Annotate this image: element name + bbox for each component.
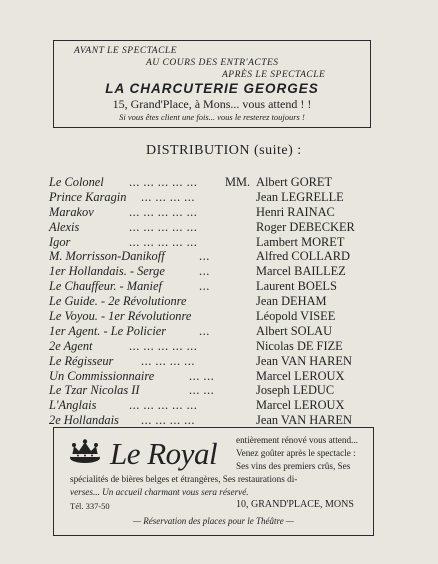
cast-row: [49, 398, 389, 413]
advert-line-before: AVANT LE SPECTACLE: [74, 46, 178, 56]
le-royal-logo: Le Royal: [110, 436, 218, 471]
cast-leader-dots: ...: [199, 279, 210, 294]
cast-actor: Jean LEGRELLE: [256, 189, 344, 204]
cast-role: Un Commissionnaire: [49, 368, 155, 383]
cast-role: 1er Hollandais. - Serge: [49, 264, 165, 279]
cast-actor: Léopold VISEE: [256, 309, 336, 324]
cast-role: Le Colonel: [49, 175, 104, 189]
cast-role: Le Guide. - 2e Révolutionre: [49, 294, 187, 309]
cast-row: [49, 413, 389, 428]
cast-actor: Roger DEBECKER: [256, 219, 355, 234]
cast-role: 2e Hollandais: [49, 413, 119, 428]
cast-actor: Marcel BAILLEZ: [256, 264, 346, 279]
crown-icon: [68, 439, 102, 465]
cast-leader-dots: ...: [199, 323, 210, 338]
cast-actor: Joseph LEDUC: [256, 383, 335, 398]
advert-text-4: spécialités de bières belges et étrangères, Ses restaurations di-: [70, 474, 298, 484]
cast-list: [49, 175, 389, 428]
cast-actor: Nicolas DE FIZE: [256, 338, 343, 353]
cast-leader-dots: ... ... ... ...: [141, 189, 195, 204]
cast-title-prefix: MM.: [225, 175, 251, 189]
advert-reservation: — Réservation des places pour le Théâtre —: [133, 516, 294, 526]
advert-brand: LA CHARCUTERIE GEORGES: [105, 81, 319, 96]
cast-leader-dots: ... ... ... ...: [141, 413, 195, 428]
cast-row: [49, 190, 389, 205]
cast-row: [49, 220, 389, 235]
page-title: DISTRIBUTION (suite) :: [146, 143, 302, 158]
cast-row: [49, 309, 389, 324]
cast-leader-dots: ... ... ... ... ...: [129, 219, 198, 234]
advert-telephone: Tél. 337-50: [70, 501, 110, 511]
cast-leader-dots: ... ... ... ... ...: [129, 234, 198, 249]
cast-row: [49, 235, 389, 250]
cast-row: [49, 339, 389, 354]
cast-role: L'Anglais: [49, 398, 97, 413]
cast-actor: Laurent BOELS: [256, 279, 337, 294]
cast-role: 1er Agent. - Le Policier: [49, 323, 167, 338]
cast-role: Igor: [49, 234, 71, 249]
cast-row: [49, 249, 389, 264]
advert-slogan: Si vous êtes client une fois... vous le resterez toujours !: [119, 112, 305, 122]
cast-row: [49, 354, 389, 369]
cast-actor: Lambert MORET: [256, 234, 345, 249]
cast-row: [49, 294, 389, 309]
cast-actor: Jean VAN HAREN: [256, 353, 352, 368]
cast-leader-dots: ... ... ... ... ...: [129, 204, 198, 219]
cast-row: [49, 175, 389, 190]
cast-leader-dots: ... ... ... ... ...: [129, 175, 198, 189]
cast-actor: Henri RAINAC: [256, 204, 335, 219]
advert-text-5: verses... Un accueil charmant vous sera réservé.: [70, 487, 249, 497]
advert-line-after: APRÈS LE SPECTACLE: [222, 70, 326, 80]
cast-row: [49, 264, 389, 279]
cast-leader-dots: ... ...: [189, 383, 215, 398]
cast-actor: Marcel LEROUX: [256, 398, 345, 413]
le-royal-advert: [53, 427, 374, 536]
cast-role: Alexis: [49, 219, 80, 234]
charcuterie-advert: [53, 40, 371, 128]
cast-actor: Albert GORET: [256, 175, 333, 189]
cast-actor: Jean VAN HAREN: [256, 413, 352, 428]
cast-leader-dots: ... ... ... ... ...: [129, 338, 198, 353]
cast-role: Le Tzar Nicolas II: [49, 383, 140, 398]
cast-leader-dots: ...: [199, 264, 210, 279]
cast-role: 2e Agent: [49, 338, 93, 353]
cast-row: [49, 383, 389, 398]
advert-text-2: Venez goûter après le spectacle :: [236, 448, 356, 458]
cast-row: [49, 369, 389, 384]
advert-address: 10, GRAND'PLACE, MONS: [236, 499, 354, 510]
cast-actor: Marcel LEROUX: [256, 368, 345, 383]
cast-leader-dots: ...: [199, 249, 210, 264]
cast-actor: Albert SOLAU: [256, 323, 333, 338]
cast-role: Le Voyou. - 1er Révolutionre: [49, 309, 192, 324]
cast-leader-dots: ... ... ... ... ...: [129, 398, 198, 413]
cast-role: M. Morrisson-Danikoff: [49, 249, 165, 264]
cast-role: Marakov: [49, 204, 94, 219]
cast-row: [49, 279, 389, 294]
advert-address: 15, Grand'Place, à Mons... vous attend ! !: [112, 97, 312, 111]
advert-line-intermission: AU COURS DES ENTR'ACTES: [146, 58, 279, 68]
cast-row: [49, 324, 389, 339]
cast-row: [49, 205, 389, 220]
cast-role: Prince Karagin: [49, 189, 127, 204]
advert-text-3: Ses vins des premiers crûs, Ses: [236, 461, 351, 471]
cast-actor: Jean DEHAM: [256, 294, 327, 309]
cast-leader-dots: ... ... ... ...: [141, 353, 195, 368]
cast-leader-dots: ... ...: [189, 368, 215, 383]
cast-role: Le Chauffeur. - Manief: [49, 279, 162, 294]
cast-role: Le Régisseur: [49, 353, 114, 368]
advert-text-1: entièrement rénové vous attend...: [236, 435, 358, 445]
cast-actor: Alfred COLLARD: [256, 249, 350, 264]
